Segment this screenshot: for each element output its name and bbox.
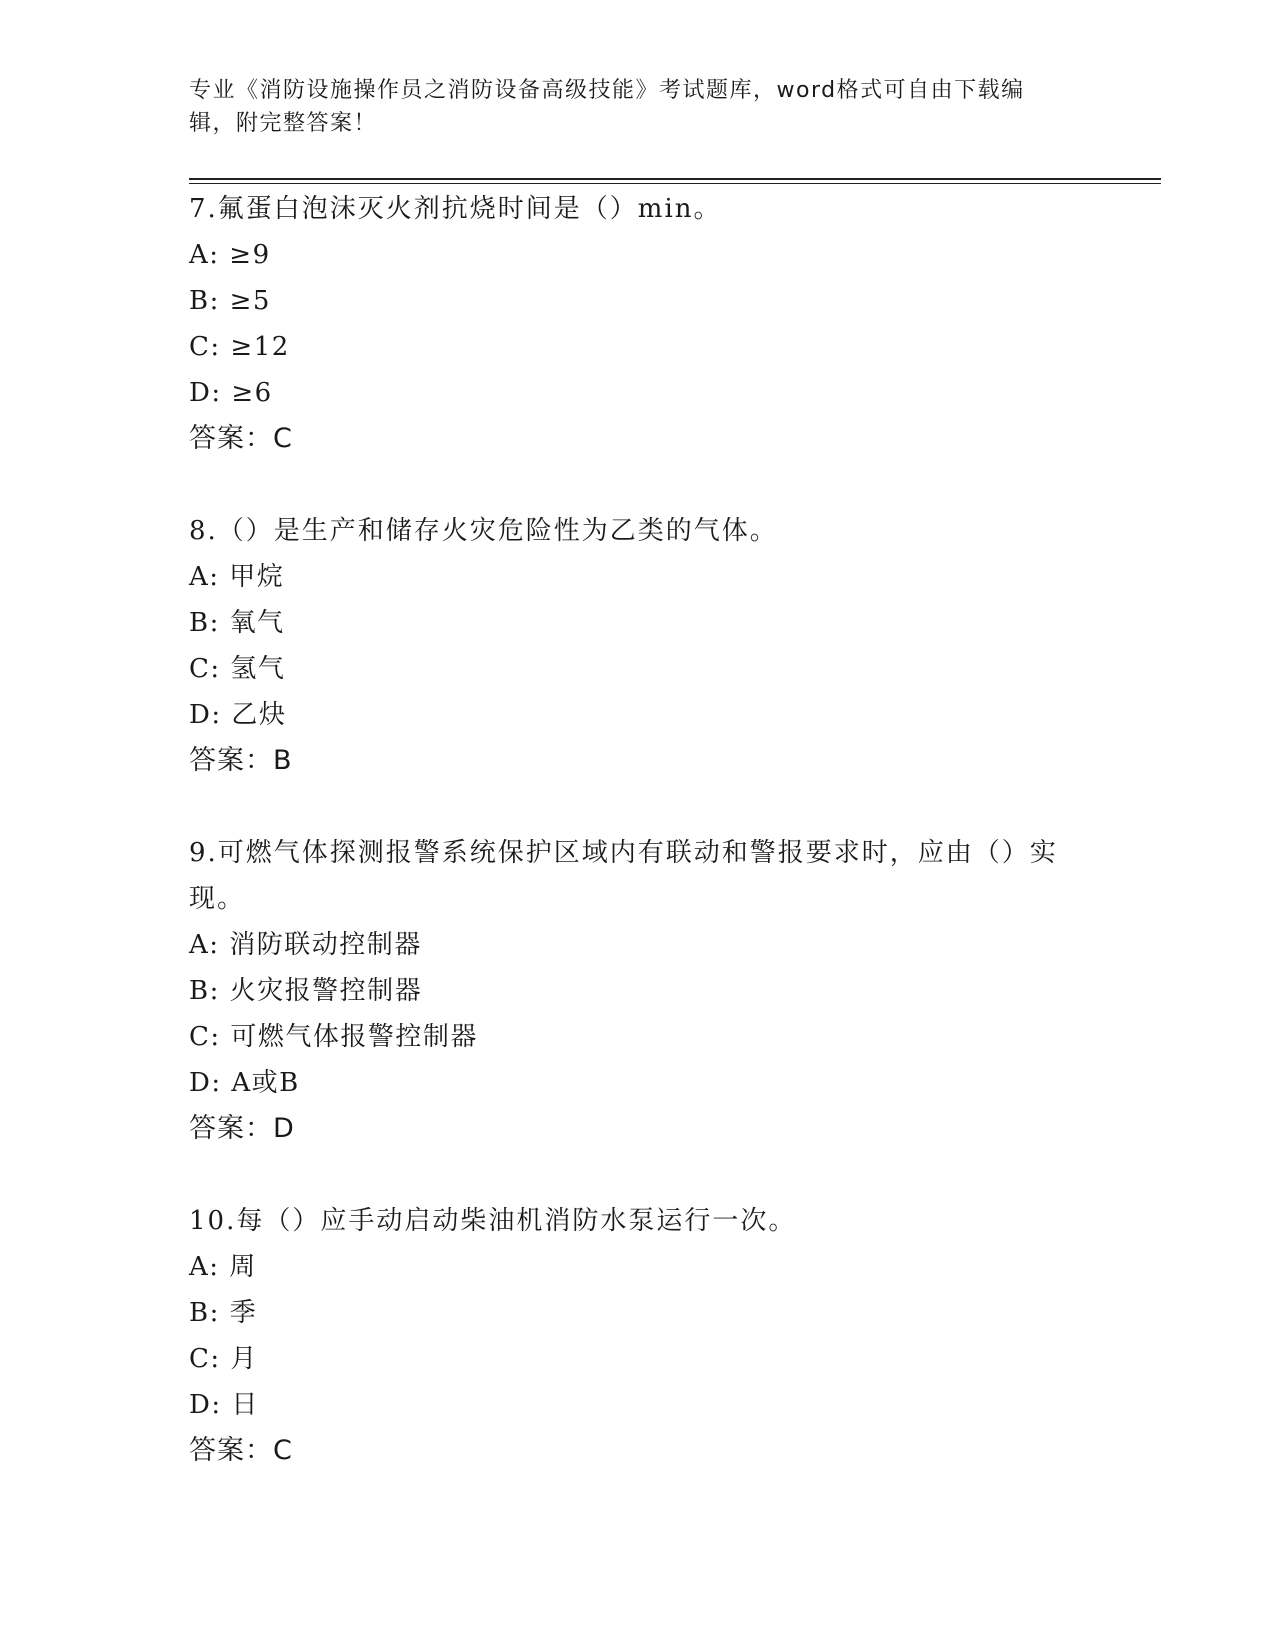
option-a: A: 周 bbox=[189, 1252, 257, 1282]
option-c: C: 可燃气体报警控制器 bbox=[189, 1022, 478, 1052]
option-a: A: 甲烷 bbox=[189, 562, 285, 592]
option-c: C: 月 bbox=[189, 1344, 258, 1374]
answer-line: 答案：C bbox=[189, 1435, 293, 1466]
header-divider-thick bbox=[189, 178, 1161, 180]
option-b: B: 火灾报警控制器 bbox=[189, 976, 423, 1006]
option-c: C: ≥12 bbox=[189, 332, 290, 362]
option-b: B: 季 bbox=[189, 1298, 258, 1328]
option-b: B: 氧气 bbox=[189, 608, 285, 638]
question-stem: 9.可燃气体探测报警系统保护区域内有联动和警报要求时，应由（）实现。 bbox=[189, 838, 1058, 914]
header-divider-thin bbox=[189, 183, 1161, 184]
option-c: C: 氢气 bbox=[189, 654, 286, 684]
question-7 bbox=[189, 186, 1089, 462]
question-9 bbox=[189, 830, 1089, 1152]
question-10 bbox=[189, 1198, 1089, 1474]
question-stem: 7.氟蛋白泡沫灭火剂抗烧时间是（）min。 bbox=[189, 194, 722, 224]
option-a: A: 消防联动控制器 bbox=[189, 930, 422, 960]
option-d: D: ≥6 bbox=[189, 378, 273, 408]
question-list bbox=[189, 186, 1089, 1520]
question-stem: 10.每（）应手动启动柴油机消防水泵运行一次。 bbox=[189, 1206, 797, 1236]
option-d: D: A或B bbox=[189, 1068, 300, 1098]
document-intro: 专业《消防设施操作员之消防设备高级技能》考试题库，word格式可自由下载编辑，附完整答案！ bbox=[189, 78, 1025, 136]
option-d: D: 日 bbox=[189, 1390, 259, 1420]
answer-line: 答案：C bbox=[189, 423, 293, 454]
option-a: A: ≥9 bbox=[189, 240, 271, 270]
answer-line: 答案：D bbox=[189, 1113, 295, 1144]
question-stem: 8.（）是生产和储存火灾危险性为乙类的气体。 bbox=[189, 516, 778, 546]
option-d: D: 乙炔 bbox=[189, 700, 287, 730]
answer-line: 答案：B bbox=[189, 745, 293, 776]
option-b: B: ≥5 bbox=[189, 286, 271, 316]
question-8 bbox=[189, 508, 1089, 784]
